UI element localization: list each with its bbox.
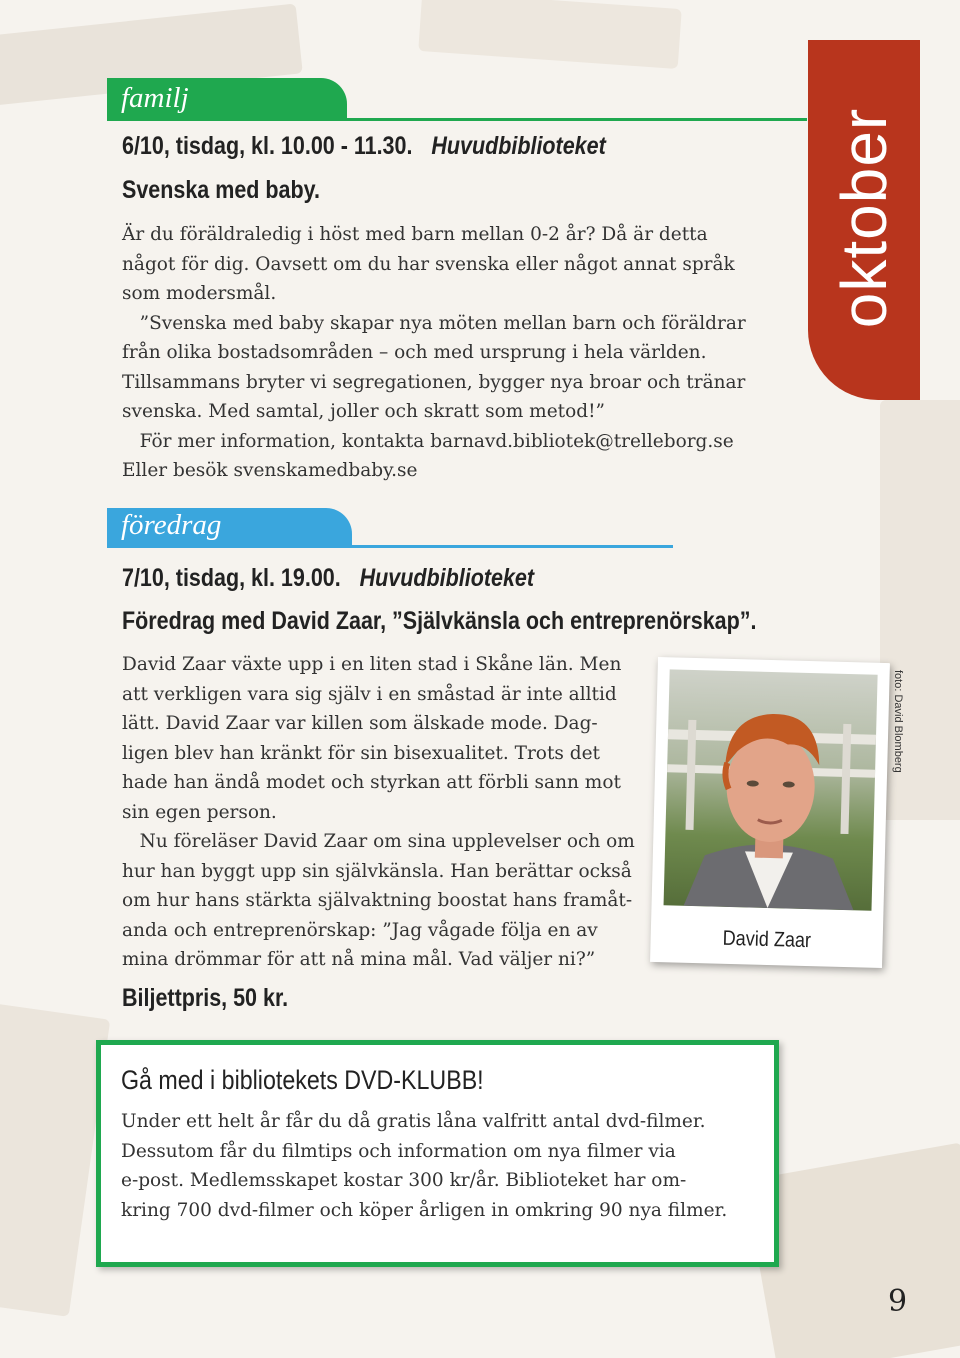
text-line: hur han byggt upp sin självkänsla. Han berättar också: [122, 860, 632, 882]
polaroid-photo: [650, 657, 890, 968]
event-date: 6/10, tisdag, kl. 10.00 - 11.30.: [122, 132, 413, 160]
text-line: e-post. Medlemsskapet kostar 300 kr/år. Biblioteket har om-: [121, 1170, 687, 1191]
section-tab-foredrag: [107, 508, 673, 554]
event-location: Huvudbiblioteket: [359, 564, 535, 592]
dvd-club-text: [121, 1107, 727, 1225]
text-line: något för dig. Oavsett om du har svenska eller något annat språk: [122, 253, 735, 275]
text-line: som modersmål.: [122, 283, 277, 304]
text-line: Dessutom får du filmtips och information om nya filmer via: [121, 1140, 676, 1162]
text-line: Tillsammans bryter vi segregationen, bygger nya broar och tränar: [122, 371, 746, 393]
section-tab-familj: [107, 78, 807, 124]
event-title: Föredrag med David Zaar, ”Självkänsla och entreprenörskap”.: [122, 607, 757, 635]
text-line: anda och entreprenörskap: ”Jag vågade följa en av: [122, 919, 598, 941]
text-line: hade han ändå modet och styrkan att förbli sann mot: [122, 772, 621, 793]
text-line: Nu föreläser David Zaar om sina upplevelser och om: [122, 831, 635, 852]
tab-label: föredrag: [121, 509, 222, 541]
dvd-club-title: Gå med i bibliotekets DVD-KLUBB!: [121, 1065, 484, 1095]
month-tab: [808, 40, 920, 400]
event-date-line: [122, 564, 534, 593]
text-line: från olika bostadsområden – och med ursprung i hela världen.: [122, 342, 707, 363]
event-title: Svenska med baby.: [122, 176, 320, 204]
text-line: mina drömmar för att nå mina mål. Vad väljer ni?”: [122, 949, 596, 970]
background-book-shape: [0, 1003, 110, 1317]
text-line: David Zaar växte upp i en liten stad i Skåne län. Men: [122, 654, 622, 675]
tab-underline: [107, 545, 673, 548]
background-book-shape: [418, 0, 682, 69]
tab-label: familj: [121, 82, 189, 114]
dvd-club-box: [96, 1040, 779, 1267]
text-line: Eller besök svenskamedbaby.se: [122, 460, 418, 481]
portrait-image: [664, 669, 878, 910]
text-line: om hur hans stärkta självaktning boostat hans framåt-: [122, 890, 633, 911]
text-line: För mer information, kontakta barnavd.bibliotek@trelleborg.se: [122, 430, 734, 452]
text-line: sin egen person.: [122, 801, 277, 823]
portrait-drawing: [664, 669, 878, 910]
text-line: ligen blev han kränkt för sin bisexualitet. Trots det: [122, 742, 600, 764]
text-line: Under ett helt år får du då gratis låna valfritt antal dvd-filmer.: [121, 1111, 706, 1132]
photo-caption: David Zaar: [722, 926, 812, 953]
photo-credit: foto: David Blomberg: [892, 670, 904, 773]
month-label: oktober: [828, 107, 900, 329]
event-date: 7/10, tisdag, kl. 19.00.: [122, 564, 341, 592]
page-number: 9: [888, 1284, 908, 1319]
event-location: Huvudbiblioteket: [431, 132, 606, 160]
tab-underline: [107, 118, 807, 121]
ticket-price: Biljettpris, 50 kr.: [122, 984, 289, 1012]
text-line: Är du föräldraledig i höst med barn mellan 0-2 år? Då är detta: [122, 224, 708, 245]
text-line: svenska. Med samtal, joller och skratt som metod!”: [122, 401, 605, 422]
text-line: kring 700 dvd-filmer och köper årligen in omkring 90 nya filmer.: [121, 1199, 728, 1221]
event-description: [122, 650, 635, 975]
event-date-line: [122, 132, 606, 161]
text-line: att verkligen vara sig själv i en småstad är inte alltid: [122, 683, 617, 705]
event-description: [122, 220, 746, 486]
text-line: lätt. David Zaar var killen som älskade mode. Dag-: [122, 713, 598, 734]
text-line: ”Svenska med baby skapar nya möten mellan barn och föräldrar: [122, 312, 746, 334]
